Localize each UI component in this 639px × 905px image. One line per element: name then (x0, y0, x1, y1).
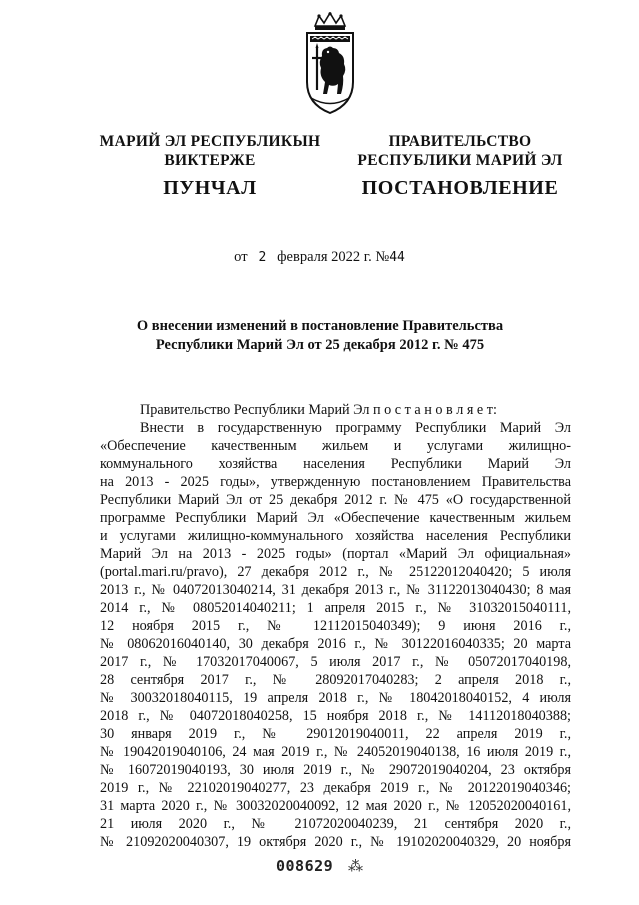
document-number: 44 (389, 250, 405, 265)
body-line: (portal.mari.ru/pravo), 27 декабря 2012 г., № 25122012040420; 5 июля (100, 564, 571, 580)
document-date-line (0, 249, 639, 266)
body-line: Республики Марий Эл от 25 декабря 2012 г. № 475 «О государственной (100, 492, 571, 508)
body-line: 12 ноября 2015 г., № 12112015040349); 9 июня 2016 г., (100, 618, 571, 634)
header-left-line2: ВИКТЕРЖЕ (164, 152, 256, 169)
header-right-line1: ПРАВИТЕЛЬСТВО (388, 133, 532, 150)
body-line: 21 июля 2020 г., № 21072020040239, 21 сентября 2020 г., (100, 816, 571, 832)
date-prefix: от (234, 249, 248, 265)
body-line: 2014 г., № 08052014040211; 1 апреля 2015 г., № 31032015040111, (100, 600, 571, 616)
body-line: № 08062016040140, 30 декабря 2016 г., № 30122016040335; 20 марта (100, 636, 571, 652)
body-line: № 16072019040193, 30 июля 2019 г., № 29072019040204, 23 октября (100, 762, 571, 778)
body-line: 30 января 2019 г., № 29012019040011, 22 апреля 2019 г., (100, 726, 571, 742)
sheet-mark-icon: ⁂ (348, 859, 363, 875)
body-line: 31 марта 2020 г., № 30032020040092, 12 мая 2020 г., № 12052020040161, (100, 798, 571, 814)
body-line: Марий Эл на 2013 - 2025 годы» (портал «Марий Эл официальная» (100, 546, 571, 562)
header-left-doctype: ПУНЧАЛ (163, 177, 257, 199)
coat-of-arms-icon (301, 12, 359, 115)
body-line: 2017 г., № 17032017040067, 5 июля 2017 г., № 05072017040198, (100, 654, 571, 670)
body-line: 2018 г., № 04072018040258, 15 ноября 2018 г., № 14112018040388; (100, 708, 571, 724)
date-day: 2 (258, 250, 267, 265)
body-line: и услугами жилищно-коммунального хозяйства населения Республики (100, 528, 571, 544)
body-line: Внести в государственную программу Республики Марий Эл (140, 420, 571, 436)
header-left-line1: МАРИЙ ЭЛ РЕСПУБЛИКЫН (99, 133, 321, 150)
body-line: 2013 г., № 04072013040214, 31 декабря 2013 г., № 31122013040430; 8 мая (100, 582, 571, 598)
date-month-year: февраля 2022 г. № (277, 249, 390, 265)
body-line: программе Республики Марий Эл «Обеспечение качественным жильем (100, 510, 571, 526)
body-line: 28 сентября 2017 г., № 28092017040283; 2 апреля 2018 г., (100, 672, 571, 688)
header-right-doctype: ПОСТАНОВЛЕНИЕ (361, 177, 559, 199)
sheet-serial-number: 008629 (276, 857, 334, 875)
body-line: коммунального хозяйства населения Республики Марий Эл (100, 456, 571, 472)
body-line: «Обеспечение качественным жильем и услугами жилищно- (100, 438, 571, 454)
body-line: на 2013 - 2025 годы», утвержденную постановлением Правительства (100, 474, 571, 490)
body-line: № 19042019040106, 24 мая 2019 г., № 24052019040138, 16 июля 2019 г., (100, 744, 571, 760)
body-line: № 21092020040307, 19 октября 2020 г., № 19102020040329, 20 ноября (100, 834, 571, 850)
header-right-line2: РЕСПУБЛИКИ МАРИЙ ЭЛ (357, 152, 563, 169)
body-line: Правительство Республики Марий Эл п о с т а н о в л я е т: (140, 402, 497, 418)
document-title-line2: Республики Марий Эл от 25 декабря 2012 г. № 475 (155, 337, 485, 353)
body-line: 2019 г., № 22102019040277, 23 декабря 2019 г., № 20122019040346; (100, 780, 571, 796)
document-title-line1: О внесении изменений в постановление Правительства (136, 318, 504, 334)
body-line: № 30032018040115, 19 апреля 2018 г., № 18042018040152, 4 июля (100, 690, 571, 706)
